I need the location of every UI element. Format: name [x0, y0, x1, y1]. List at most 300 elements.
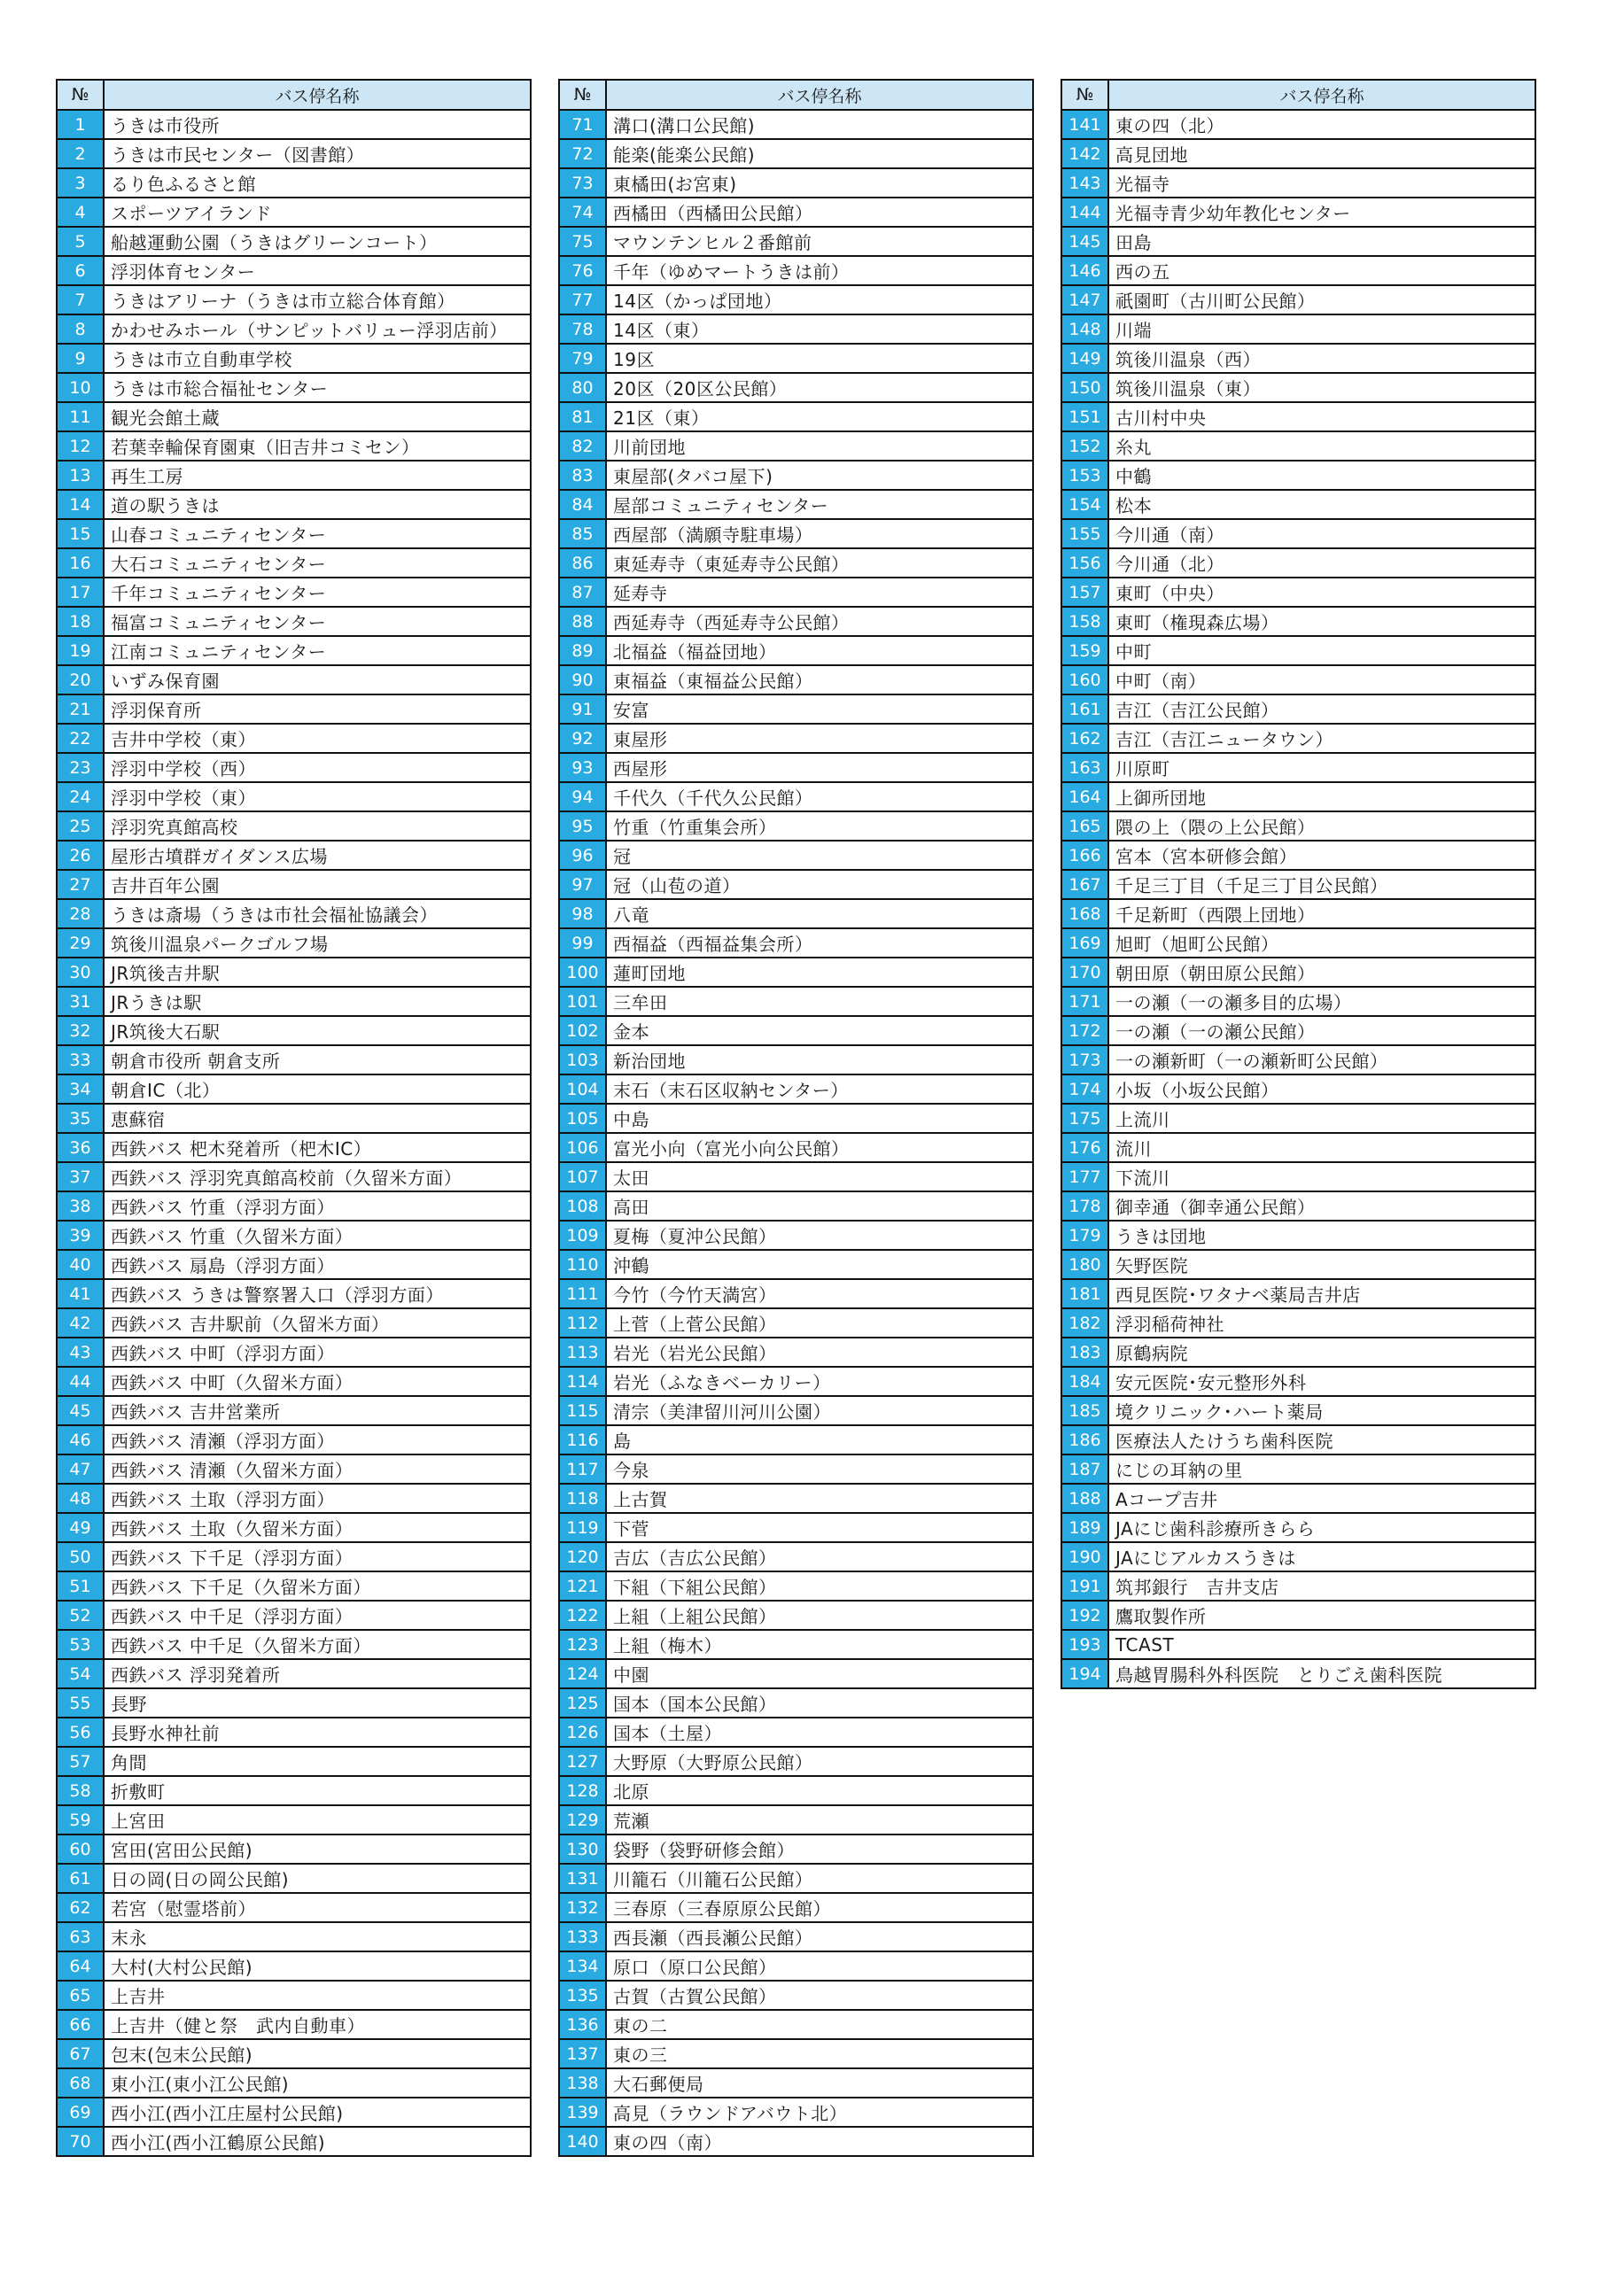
- stop-number: 160: [1061, 665, 1108, 694]
- stop-number: 101: [559, 987, 606, 1016]
- stop-number: 35: [57, 1104, 104, 1133]
- stop-number: 92: [559, 724, 606, 753]
- table-row: [559, 1016, 1033, 1045]
- stop-number: 174: [1061, 1074, 1108, 1104]
- stop-number: 9: [57, 344, 104, 373]
- table-row: [57, 256, 531, 285]
- stop-name: マウンテンヒル２番館前: [606, 227, 1033, 256]
- stop-number: 108: [559, 1191, 606, 1221]
- stop-number: 145: [1061, 227, 1108, 256]
- table-row: [57, 344, 531, 373]
- stop-name: 東町（権現森広場）: [1108, 607, 1535, 636]
- stop-number: 72: [559, 139, 606, 168]
- table-row: [1061, 431, 1535, 461]
- stop-number: 55: [57, 1688, 104, 1718]
- stop-number: 161: [1061, 694, 1108, 724]
- stop-name: 原口（原口公民館）: [606, 1951, 1033, 1981]
- stop-name: 西鉄バス 土取（久留米方面）: [104, 1513, 531, 1542]
- table-row: [559, 1338, 1033, 1367]
- table-row: [1061, 1133, 1535, 1162]
- stop-name: 角間: [104, 1747, 531, 1776]
- stop-name: 西延寿寺（西延寿寺公民館）: [606, 607, 1033, 636]
- stop-number: 49: [57, 1513, 104, 1542]
- stop-name: 観光会館土蔵: [104, 402, 531, 431]
- stop-name: 東の三: [606, 2039, 1033, 2068]
- table-row: [57, 1104, 531, 1133]
- stop-number: 27: [57, 870, 104, 899]
- table-row: [57, 1688, 531, 1718]
- stop-number: 192: [1061, 1601, 1108, 1630]
- stop-name: 中町: [1108, 636, 1535, 665]
- table-row: [559, 461, 1033, 490]
- stop-number: 141: [1061, 110, 1108, 139]
- table-row: [57, 519, 531, 548]
- stop-number: 88: [559, 607, 606, 636]
- table-row: [559, 1893, 1033, 1922]
- stop-name: 千年（ゆめマートうきは前）: [606, 256, 1033, 285]
- stop-name: 大野原（大野原公民館）: [606, 1747, 1033, 1776]
- stop-number: 82: [559, 431, 606, 461]
- stop-name: 八竜: [606, 899, 1033, 928]
- table-row: [559, 607, 1033, 636]
- stop-name: 東の四（北）: [1108, 110, 1535, 139]
- stop-number: 123: [559, 1630, 606, 1659]
- bus-stop-table-2: [558, 79, 1034, 2157]
- table-row: [1061, 256, 1535, 285]
- stop-name: 竹重（竹重集会所）: [606, 811, 1033, 841]
- table-row: [57, 2127, 531, 2156]
- table-row: [57, 1601, 531, 1630]
- stop-name: 北福益（福益団地）: [606, 636, 1033, 665]
- stop-number: 62: [57, 1893, 104, 1922]
- stop-name: 若宮（慰霊塔前）: [104, 1893, 531, 1922]
- table-row: [559, 782, 1033, 811]
- stop-number: 10: [57, 373, 104, 402]
- table-row: [559, 1805, 1033, 1834]
- column-header-number: №: [1061, 80, 1108, 110]
- stop-number: 85: [559, 519, 606, 548]
- stop-name: 宮本（宮本研修会館）: [1108, 841, 1535, 870]
- stop-name: 西福益（西福益集会所）: [606, 928, 1033, 958]
- stop-number: 175: [1061, 1104, 1108, 1133]
- stop-number: 121: [559, 1571, 606, 1601]
- table-row: [559, 1133, 1033, 1162]
- table-row: [559, 110, 1033, 139]
- table-row: [1061, 168, 1535, 198]
- stop-name: 西小江(西小江庄屋村公民館): [104, 2098, 531, 2127]
- stop-number: 102: [559, 1016, 606, 1045]
- stop-name: 一の瀬（一の瀬多目的広場）: [1108, 987, 1535, 1016]
- stop-number: 133: [559, 1922, 606, 1951]
- table-row: [559, 1834, 1033, 1864]
- stop-number: 178: [1061, 1191, 1108, 1221]
- stop-name: 金本: [606, 1016, 1033, 1045]
- stop-number: 149: [1061, 344, 1108, 373]
- stop-name: 北原: [606, 1776, 1033, 1805]
- stop-number: 61: [57, 1864, 104, 1893]
- stop-name: 国本（国本公民館）: [606, 1688, 1033, 1718]
- table-row: [559, 1162, 1033, 1191]
- table-row: [57, 1367, 531, 1396]
- stop-name: 蓮町団地: [606, 958, 1033, 987]
- stop-number: 109: [559, 1221, 606, 1250]
- stop-name: 西橘田（西橘田公民館）: [606, 198, 1033, 227]
- stop-number: 142: [1061, 139, 1108, 168]
- stop-name: 屋部コミュニティセンター: [606, 490, 1033, 519]
- stop-name: 吉広（吉広公民館）: [606, 1542, 1033, 1571]
- table-row: [57, 1396, 531, 1425]
- stop-number: 131: [559, 1864, 606, 1893]
- table-row: [559, 928, 1033, 958]
- table-row: [57, 110, 531, 139]
- stop-number: 158: [1061, 607, 1108, 636]
- table-row: [1061, 490, 1535, 519]
- stop-number: 15: [57, 519, 104, 548]
- stop-name: 今竹（今竹天満宮）: [606, 1279, 1033, 1308]
- stop-name: 国本（土屋）: [606, 1718, 1033, 1747]
- stop-name: 包末(包末公民館): [104, 2039, 531, 2068]
- stop-number: 172: [1061, 1016, 1108, 1045]
- table-row: [1061, 344, 1535, 373]
- stop-name: 矢野医院: [1108, 1250, 1535, 1279]
- stop-number: 5: [57, 227, 104, 256]
- stop-name: 島: [606, 1425, 1033, 1454]
- table-row: [559, 1981, 1033, 2010]
- stop-name: 浮羽究真館高校: [104, 811, 531, 841]
- stop-number: 43: [57, 1338, 104, 1367]
- stop-number: 143: [1061, 168, 1108, 198]
- table-row: [57, 1279, 531, 1308]
- stop-name: うきは市総合福祉センター: [104, 373, 531, 402]
- table-row: [1061, 870, 1535, 899]
- stop-name: 東小江(東小江公民館): [104, 2068, 531, 2098]
- stop-name: 千年コミュニティセンター: [104, 578, 531, 607]
- stop-name: 富光小向（富光小向公民館）: [606, 1133, 1033, 1162]
- table-row: [57, 607, 531, 636]
- stop-number: 21: [57, 694, 104, 724]
- table-row: [559, 373, 1033, 402]
- stop-number: 183: [1061, 1338, 1108, 1367]
- table-row: [1061, 519, 1535, 548]
- stop-name: 糸丸: [1108, 431, 1535, 461]
- table-row: [1061, 607, 1535, 636]
- stop-number: 4: [57, 198, 104, 227]
- table-row: [559, 1718, 1033, 1747]
- stop-name: 千代久（千代久公民館）: [606, 782, 1033, 811]
- stop-number: 139: [559, 2098, 606, 2127]
- stop-name: 上組（上組公民館）: [606, 1601, 1033, 1630]
- stop-number: 52: [57, 1601, 104, 1630]
- stop-name: 21区（東）: [606, 402, 1033, 431]
- table-row: [57, 899, 531, 928]
- stop-number: 125: [559, 1688, 606, 1718]
- stop-name: 西の五: [1108, 256, 1535, 285]
- stop-number: 179: [1061, 1221, 1108, 1250]
- stop-name: 西鉄バス 杷木発着所（杷木IC）: [104, 1133, 531, 1162]
- stop-name: 東の四（南）: [606, 2127, 1033, 2156]
- stop-number: 50: [57, 1542, 104, 1571]
- stop-number: 70: [57, 2127, 104, 2156]
- stop-name: 一の瀬（一の瀬公民館）: [1108, 1016, 1535, 1045]
- stop-name: 西長瀬（西長瀬公民館）: [606, 1922, 1033, 1951]
- table-row: [1061, 1162, 1535, 1191]
- stop-name: 上流川: [1108, 1104, 1535, 1133]
- table-row: [1061, 665, 1535, 694]
- table-row: [57, 578, 531, 607]
- stop-name: 千足三丁目（千足三丁目公民館）: [1108, 870, 1535, 899]
- stop-name: 医療法人たけうち歯科医院: [1108, 1425, 1535, 1454]
- stop-number: 194: [1061, 1659, 1108, 1688]
- stop-number: 8: [57, 314, 104, 344]
- stop-name: 岩光（岩光公民館）: [606, 1338, 1033, 1367]
- table-row: [559, 987, 1033, 1016]
- stop-number: 171: [1061, 987, 1108, 1016]
- table-row: [1061, 1484, 1535, 1513]
- stop-name: 浮羽体育センター: [104, 256, 531, 285]
- table-row: [57, 1893, 531, 1922]
- stop-number: 86: [559, 548, 606, 578]
- table-row: [559, 168, 1033, 198]
- stop-name: 古川村中央: [1108, 402, 1535, 431]
- stop-number: 159: [1061, 636, 1108, 665]
- table-row: [57, 431, 531, 461]
- table-row: [1061, 1221, 1535, 1250]
- table-row: [1061, 548, 1535, 578]
- stop-number: 23: [57, 753, 104, 782]
- stop-number: 170: [1061, 958, 1108, 987]
- stop-number: 165: [1061, 811, 1108, 841]
- stop-number: 166: [1061, 841, 1108, 870]
- stop-name: 西鉄バス 吉井駅前（久留米方面）: [104, 1308, 531, 1338]
- stop-name: 筑後川温泉（西）: [1108, 344, 1535, 373]
- table-row: [559, 1630, 1033, 1659]
- table-row: [57, 1571, 531, 1601]
- stop-number: 64: [57, 1951, 104, 1981]
- table-row: [57, 665, 531, 694]
- stop-number: 30: [57, 958, 104, 987]
- stop-number: 176: [1061, 1133, 1108, 1162]
- table-row: [1061, 1104, 1535, 1133]
- stop-name: JAにじ歯科診療所きらら: [1108, 1513, 1535, 1542]
- table-row: [1061, 1279, 1535, 1308]
- table-row: [57, 402, 531, 431]
- stop-name: 光福寺: [1108, 168, 1535, 198]
- stop-number: 78: [559, 314, 606, 344]
- stop-number: 44: [57, 1367, 104, 1396]
- stop-name: 西屋形: [606, 753, 1033, 782]
- stop-name: 西鉄バス 竹重（久留米方面）: [104, 1221, 531, 1250]
- stop-number: 76: [559, 256, 606, 285]
- stop-name: 延寿寺: [606, 578, 1033, 607]
- table-row: [1061, 1250, 1535, 1279]
- stop-number: 37: [57, 1162, 104, 1191]
- table-row: [57, 1542, 531, 1571]
- stop-number: 154: [1061, 490, 1108, 519]
- stop-name: 再生工房: [104, 461, 531, 490]
- table-row: [559, 431, 1033, 461]
- table-row: [1061, 782, 1535, 811]
- stop-name: 中鶴: [1108, 461, 1535, 490]
- stop-name: 東屋形: [606, 724, 1033, 753]
- stop-number: 14: [57, 490, 104, 519]
- stop-name: 西鉄バス 扇島（浮羽方面）: [104, 1250, 531, 1279]
- stop-number: 24: [57, 782, 104, 811]
- table-row: [57, 694, 531, 724]
- stop-name: 日の岡(日の岡公民館): [104, 1864, 531, 1893]
- stop-number: 187: [1061, 1454, 1108, 1484]
- table-row: [559, 1951, 1033, 1981]
- table-row: [559, 198, 1033, 227]
- stop-number: 153: [1061, 461, 1108, 490]
- table-row: [57, 870, 531, 899]
- stop-name: JRうきは駅: [104, 987, 531, 1016]
- table-row: [1061, 1630, 1535, 1659]
- stop-number: 26: [57, 841, 104, 870]
- stop-name: 新治団地: [606, 1045, 1033, 1074]
- table-row: [559, 1308, 1033, 1338]
- table-row: [57, 1951, 531, 1981]
- stop-name: 西鉄バス 浮羽発着所: [104, 1659, 531, 1688]
- stop-number: 112: [559, 1308, 606, 1338]
- table-row: [57, 1513, 531, 1542]
- table-row: [559, 2068, 1033, 2098]
- table-row: [1061, 1308, 1535, 1338]
- table-row: [57, 548, 531, 578]
- stop-name: 若葉幸輪保育園東（旧吉井コミセン）: [104, 431, 531, 461]
- table-row: [57, 198, 531, 227]
- table-row: [57, 724, 531, 753]
- stop-name: 荒瀬: [606, 1805, 1033, 1834]
- stop-number: 48: [57, 1484, 104, 1513]
- stop-number: 124: [559, 1659, 606, 1688]
- stop-number: 105: [559, 1104, 606, 1133]
- stop-name: いずみ保育園: [104, 665, 531, 694]
- stop-name: 西鉄バス 中千足（久留米方面）: [104, 1630, 531, 1659]
- table-row: [1061, 285, 1535, 314]
- stop-number: 147: [1061, 285, 1108, 314]
- stop-number: 95: [559, 811, 606, 841]
- stop-name: 道の駅うきは: [104, 490, 531, 519]
- stop-number: 96: [559, 841, 606, 870]
- stop-number: 34: [57, 1074, 104, 1104]
- table-row: [1061, 198, 1535, 227]
- stop-number: 117: [559, 1454, 606, 1484]
- stop-name: 西鉄バス 竹重（浮羽方面）: [104, 1191, 531, 1221]
- table-row: [57, 782, 531, 811]
- stop-name: 松本: [1108, 490, 1535, 519]
- stop-name: スポーツアイランド: [104, 198, 531, 227]
- table-row: [57, 987, 531, 1016]
- stop-name: JAにじアルカスうきは: [1108, 1542, 1535, 1571]
- stop-name: 上菅（上菅公民館）: [606, 1308, 1033, 1338]
- stop-name: 今川通（北）: [1108, 548, 1535, 578]
- stop-number: 138: [559, 2068, 606, 2098]
- stop-name: 西小江(西小江鶴原公民館): [104, 2127, 531, 2156]
- stop-number: 79: [559, 344, 606, 373]
- stop-name: にじの耳納の里: [1108, 1454, 1535, 1484]
- table-row: [559, 227, 1033, 256]
- table-row: [57, 168, 531, 198]
- table-row: [559, 636, 1033, 665]
- stop-number: 40: [57, 1250, 104, 1279]
- stop-name: 末永: [104, 1922, 531, 1951]
- stop-number: 151: [1061, 402, 1108, 431]
- stop-number: 137: [559, 2039, 606, 2068]
- stop-name: うきは市立自動車学校: [104, 344, 531, 373]
- stop-name: 一の瀬新町（一の瀬新町公民館）: [1108, 1045, 1535, 1074]
- column-header-name: バス停名称: [104, 80, 531, 110]
- stop-number: 103: [559, 1045, 606, 1074]
- table-row: [559, 1250, 1033, 1279]
- table-row: [1061, 227, 1535, 256]
- stop-number: 150: [1061, 373, 1108, 402]
- stop-number: 110: [559, 1250, 606, 1279]
- stop-name: 朝倉市役所 朝倉支所: [104, 1045, 531, 1074]
- stop-number: 6: [57, 256, 104, 285]
- stop-name: 隈の上（隈の上公民館）: [1108, 811, 1535, 841]
- table-row: [57, 490, 531, 519]
- table-row: [57, 1981, 531, 2010]
- table-row: [559, 665, 1033, 694]
- column-header-number: №: [57, 80, 104, 110]
- stop-number: 45: [57, 1396, 104, 1425]
- table-row: [57, 1922, 531, 1951]
- table-row: [57, 1864, 531, 1893]
- stop-name: 東町（中央）: [1108, 578, 1535, 607]
- stop-name: 船越運動公園（うきはグリーンコート）: [104, 227, 531, 256]
- table-row: [1061, 928, 1535, 958]
- stop-number: 28: [57, 899, 104, 928]
- stop-number: 22: [57, 724, 104, 753]
- stop-name: 宮田(宮田公民館): [104, 1834, 531, 1864]
- stop-number: 177: [1061, 1162, 1108, 1191]
- table-row: [559, 958, 1033, 987]
- table-row: [1061, 1338, 1535, 1367]
- table-row: [559, 1542, 1033, 1571]
- stop-number: 18: [57, 607, 104, 636]
- stop-number: 98: [559, 899, 606, 928]
- table-row: [57, 1834, 531, 1864]
- stop-name: 吉江（吉江ニュータウン）: [1108, 724, 1535, 753]
- column-header-number: №: [559, 80, 606, 110]
- stop-number: 80: [559, 373, 606, 402]
- stop-number: 58: [57, 1776, 104, 1805]
- table-row: [559, 1571, 1033, 1601]
- stop-name: 川端: [1108, 314, 1535, 344]
- stop-number: 84: [559, 490, 606, 519]
- stop-name: 高見（ラウンドアバウト北）: [606, 2098, 1033, 2127]
- stop-name: 中町（南）: [1108, 665, 1535, 694]
- stop-name: 14区（東）: [606, 314, 1033, 344]
- stop-number: 107: [559, 1162, 606, 1191]
- stop-number: 164: [1061, 782, 1108, 811]
- stop-name: 中島: [606, 1104, 1033, 1133]
- stop-number: 33: [57, 1045, 104, 1074]
- table-row: [1061, 1659, 1535, 1688]
- stop-name: 西鉄バス 中町（久留米方面）: [104, 1367, 531, 1396]
- stop-number: 87: [559, 578, 606, 607]
- stop-name: 西鉄バス 土取（浮羽方面）: [104, 1484, 531, 1513]
- table-row: [559, 139, 1033, 168]
- table-row: [57, 2098, 531, 2127]
- table-row: [1061, 1016, 1535, 1045]
- stop-number: 73: [559, 168, 606, 198]
- table-row: [559, 2010, 1033, 2039]
- stop-number: 7: [57, 285, 104, 314]
- table-row: [1061, 1191, 1535, 1221]
- stop-name: 西鉄バス 下千足（久留米方面）: [104, 1571, 531, 1601]
- stop-number: 47: [57, 1454, 104, 1484]
